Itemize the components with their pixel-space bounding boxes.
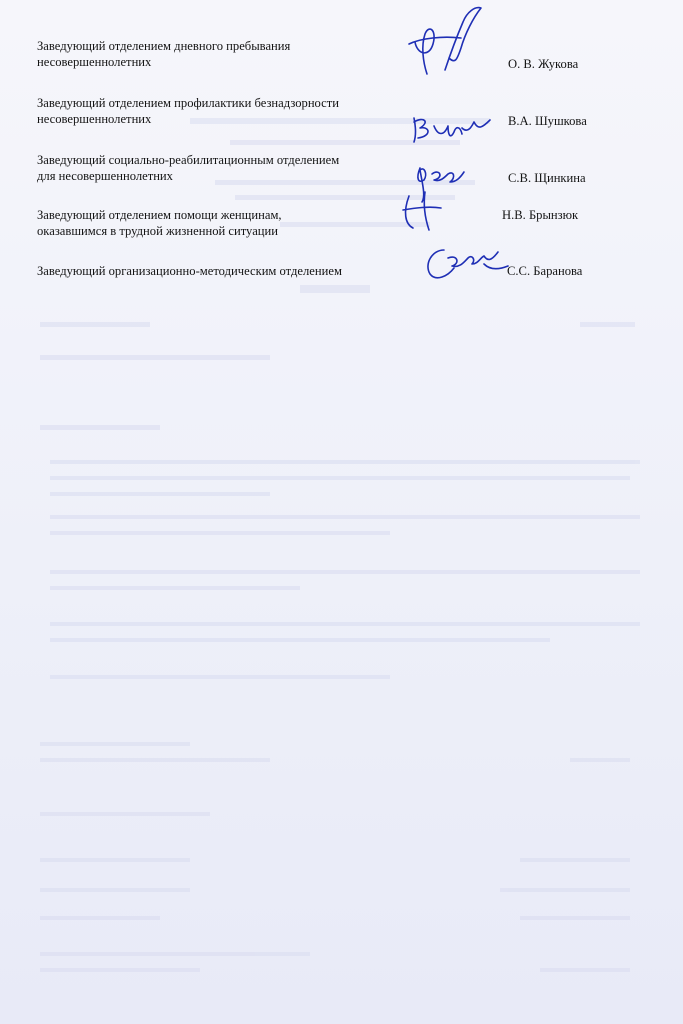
signatory-row — [37, 263, 647, 281]
signatory-row — [37, 38, 647, 72]
signatory-row — [37, 207, 647, 241]
signatory-name: Н.В. Брынзюк — [502, 208, 579, 222]
signatory-name: С.С. Баранова — [507, 264, 583, 278]
signatory-position: Заведующий отделением помощи женщинам, оказавшимся в трудной жизненной ситуации — [37, 208, 282, 238]
signatory-name: С.В. Щинкина — [508, 171, 586, 185]
signatory-row — [37, 95, 647, 129]
signatory-position: Заведующий отделением профилактики безнадзорности несовершеннолетних — [37, 96, 339, 126]
signatory-row — [37, 152, 647, 186]
signatory-position: Заведующий социально-реабилитационным отделением для несовершеннолетних — [37, 153, 340, 183]
signatory-position: Заведующий отделением дневного пребывания несовершеннолетних — [37, 39, 291, 69]
signatory-name: В.А. Шушкова — [508, 114, 587, 128]
signatory-position: Заведующий организационно-методическим отделением — [37, 264, 342, 278]
signatory-name: О. В. Жукова — [508, 57, 579, 71]
